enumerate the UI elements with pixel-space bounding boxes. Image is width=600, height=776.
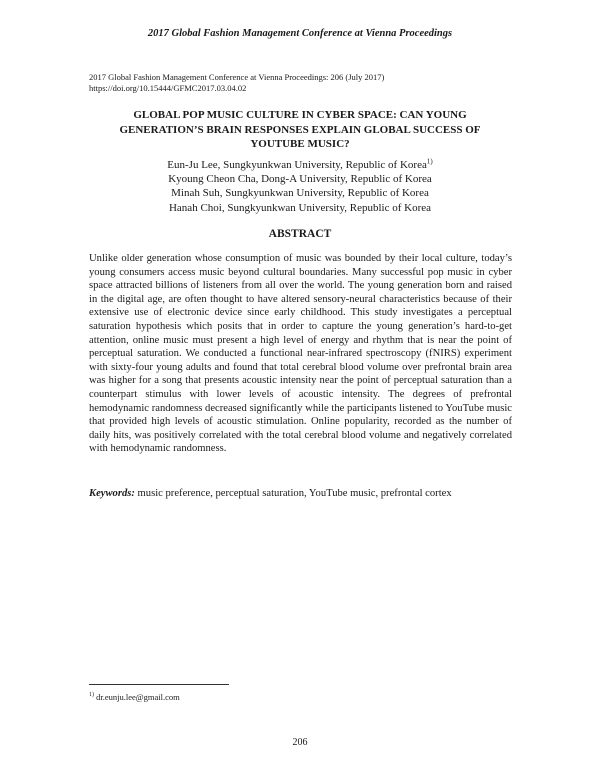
author-line: Hanah Choi, Sungkyunkwan University, Republic of Korea — [168, 201, 432, 214]
abstract-heading: ABSTRACT — [268, 228, 332, 240]
paper-title — [80, 108, 520, 152]
running-head: 2017 Global Fashion Management Conference at Vienna Proceedings — [147, 28, 453, 39]
author-line: Kyoung Cheon Cha, Dong-A University, Republic of Korea — [168, 173, 432, 186]
footnote-marker: 1) — [89, 692, 94, 699]
title-line-1: GLOBAL POP MUSIC CULTURE IN CYBER SPACE: CAN YOUNG — [133, 109, 467, 121]
author-affiliation: Eun-Ju Lee, Sungkyunkwan University, Republic of Korea — [167, 159, 427, 171]
keywords-label: Keywords: — [89, 488, 135, 499]
citation-block — [89, 72, 519, 94]
author-list — [100, 158, 500, 215]
author-line: Minah Suh, Sungkyunkwan University, Republic of Korea — [171, 187, 429, 200]
footnote-email: dr.eunju.lee@gmail.com — [94, 692, 180, 702]
doi-link[interactable]: https://doi.org/10.15444/GFMC2017.03.04.02 — [89, 83, 247, 93]
footnote-marker: 1) — [426, 157, 433, 166]
page-number: 206 — [292, 737, 308, 748]
keywords — [89, 487, 519, 501]
author-line — [100, 158, 500, 172]
title-line-2: GENERATION’S BRAIN RESPONSES EXPLAIN GLOBAL SUCCESS OF — [119, 123, 481, 136]
citation-line: 2017 Global Fashion Management Conference at Vienna Proceedings: 206 (July 2017) — [89, 72, 385, 82]
footnote-divider — [89, 684, 229, 685]
keywords-text: music preference, perceptual saturation, YouTube music, prefrontal cortex — [134, 488, 452, 499]
footnote — [89, 692, 389, 702]
abstract-body: Unlike older generation whose consumption of music was bounded by their local culture, today’s young consumers access music beyond cultural boundaries. Many successful pop music in cyber space attracted billions of listeners from all over the world. The young generation born and raised in the digital age, are often thought to have altered sensory-neural characteristics because of their extensive use of electronic device since early childhood. This study investigates a perceptual saturation hypothesis which posits that in order to capture the young generation’s hard-to-get attention, online music must present a high level of energy and rhythm that is near the point of perceptual saturation. We conducted a functional near-infrared spectroscopy (fNIRS) experiment with sixty-four young adults and found that total cerebral blood volume over prefrontal brain area was higher for a song that presents acoustic intensity near the point of perceptual saturation than a counterpart stimulus with lower levels of acoustic intensity. The degrees of prefrontal hemodynamic randomness decreased significantly while the participants listened to YouTube music that provided high levels of acoustic stimulation. Online popularity, recorded as the number of daily hits, was positively correlated with the total cerebral blood volume and negatively correlated with hemodynamic randomness. — [89, 253, 512, 455]
title-line-3: YOUTUBE MUSIC? — [250, 138, 350, 150]
